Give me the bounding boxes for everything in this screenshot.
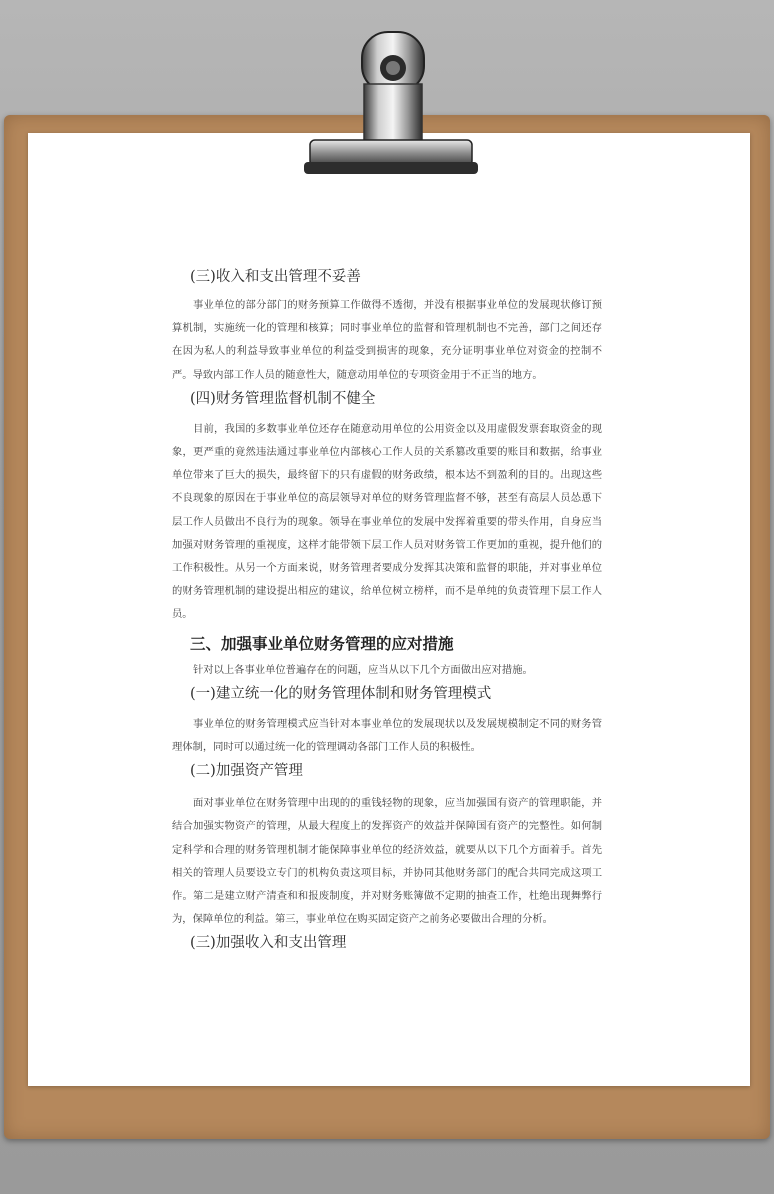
section4-paragraph: 目前，我国的多数事业单位还存在随意动用单位的公用资金以及用虚假发票套取资金的现象，更严重的竟然违法通过事业单位内部核心工作人员的关系篡改重要的账目和数据，给事业单位带来了巨大的损失，最终留下的只有虚假的财务政绩，根本达不到盈利的目的。出现这些不良现象的原因在于事业单位的高层领导对单位的财务管理监督不够，甚至有高层人员怂恿下层工作人员做出不良行为的现象。领导在事业单位的发展中发挥着重要的带头作用，自身应当加强对财务管理的重视度，这样才能带领下层工作人员对财务管工作更加的重视，提升他们的工作积极性。从另一个方面来说，财务管理者要成分发挥其决策和监督的职能，并对事业单位的财务管理机制的建设提出相应的建议，给单位树立榜样，而不是单纯的负责管理下层工作人员。	[172, 422, 602, 621]
measure3-heading: (三)加强收入和支出管理	[190, 935, 347, 952]
measure2-heading: (二)加强资产管理	[190, 763, 303, 780]
section4-heading: (四)财务管理监督机制不健全	[190, 390, 376, 407]
measure1-heading: (一)建立统一化的财务管理体制和财务管理模式	[190, 685, 492, 702]
measure2-paragraph: 面对事业单位在财务管理中出现的的重钱轻物的现象，应当加强国有资产的管理职能，并结合加强实物资产的管理，从最大程度上的发挥资产的效益并保障国有资产的完整性。如何制定科学和合理的财务管理机制才能保障事业单位的经济效益，就要从以下几个方面着手。首先相关的管理人员要设立专门的机构负责这项目标，并协同其他财务部门的配合共同完成这项工作。第二是建立财产清查和和报废制度，并对财务账簿做不定期的抽查工作，杜绝出现舞弊行为，保障单位的利益。第三，事业单位在购买固定资产之前务必要做出合理的分析。	[172, 797, 602, 926]
section3-paragraph: 事业单位的部分部门的财务预算工作做得不透彻，并没有根据事业单位的发展现状修订预算机制，实施统一化的管理和核算；同时事业单位的监督和管理机制也不完善，部门之间还存在因为私人的利益导致事业单位的利益受到损害的现象，充分证明事业单位对资金的控制不严。导致内部工作人员的随意性大，随意动用单位的专项资金用于不正当的地方。	[172, 299, 602, 381]
document-body	[170, 265, 602, 958]
part3-intro: 针对以上各事业单位普遍存在的问题，应当从以下几个方面做出应对措施。	[193, 663, 533, 676]
section3-heading: (三)收入和支出管理不妥善	[190, 269, 361, 285]
measure1-paragraph: 事业单位的财务管理模式应当针对本事业单位的发展现状以及发展规模制定不同的财务管理体制，同时可以通过统一化的管理调动各部门工作人员的积极性。	[172, 717, 602, 754]
binder-clip-icon	[300, 22, 480, 182]
part3-heading: 三、加强事业单位财务管理的应对措施	[190, 634, 454, 653]
